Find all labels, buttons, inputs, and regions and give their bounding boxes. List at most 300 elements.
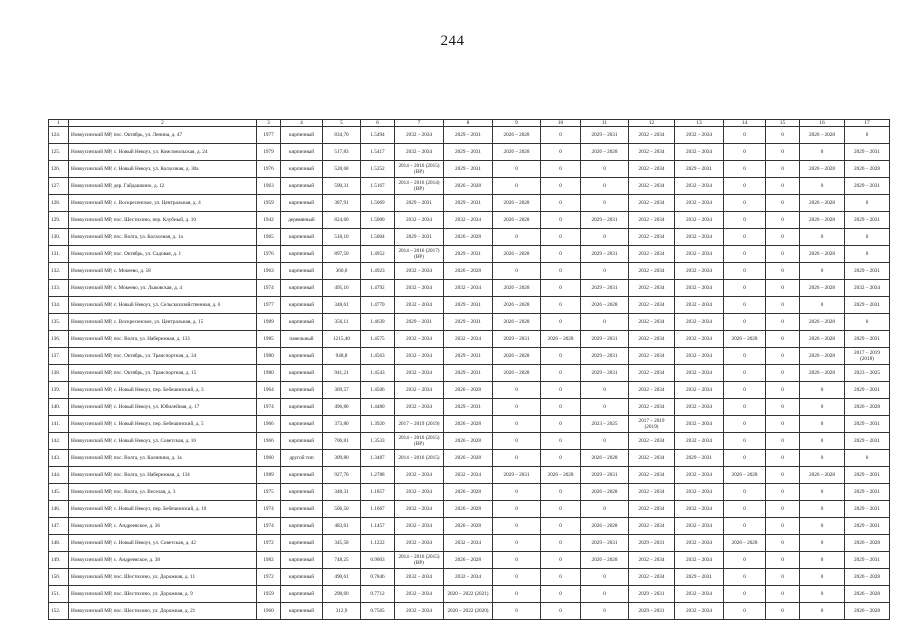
table-cell: 0 [724, 314, 766, 331]
table-cell: кирпичный [281, 161, 323, 178]
table-cell: 135. [49, 314, 69, 331]
table-cell: 0 [766, 450, 800, 467]
table-cell: 2032 – 2034 [675, 552, 724, 569]
table-cell: 0 [493, 535, 541, 552]
table-cell: 0 [581, 161, 629, 178]
table-cell: 0 [766, 586, 800, 603]
table-cell: 146. [49, 501, 69, 518]
table-cell: 2029 – 2031 [493, 331, 541, 348]
table-cell: 0 [541, 144, 581, 161]
table-cell: кирпичный [281, 535, 323, 552]
table-cell: 1942 [257, 212, 281, 229]
table-row [49, 552, 890, 569]
table-cell: 1.5252 [361, 161, 395, 178]
table-cell: 2029 – 2031 [444, 195, 493, 212]
table-cell: 490,61 [323, 569, 361, 586]
table-cell: кирпичный [281, 382, 323, 399]
table-cell: 0.9003 [361, 552, 395, 569]
table-cell: 2026 – 2028 [845, 603, 890, 620]
table-cell: 2029 – 2031 [493, 467, 541, 484]
table-cell: 0 [800, 382, 845, 399]
table-cell: 2029 – 2031 [581, 467, 629, 484]
table-cell: кирпичный [281, 586, 323, 603]
table-cell: 2032 – 2034 [675, 467, 724, 484]
table-cell: 2029 – 2031 [845, 144, 890, 161]
table-cell: 2014 – 2016 (2015) (ВР) [395, 433, 444, 450]
table-cell: 1.3487 [361, 450, 395, 467]
table-cell: 132. [49, 263, 69, 280]
table-cell: 0.7565 [361, 603, 395, 620]
table-cell: 2026 – 2028 [493, 195, 541, 212]
table-cell: 1960 [257, 603, 281, 620]
table-cell: Новоусинский МР, пос. Волга, ул. Колхозная, д. 1а [69, 229, 257, 246]
table-cell: 2026 – 2028 [581, 297, 629, 314]
table-cell: Новоусинский МР, пос. Шестихино, ул. Дорожная, д. 9 [69, 586, 257, 603]
data-table [48, 119, 890, 620]
table-cell: кирпичный [281, 467, 323, 484]
table-cell: 2032 – 2034 [395, 535, 444, 552]
table-cell: 496,80 [323, 399, 361, 416]
table-cell: 1.5167 [361, 178, 395, 195]
table-cell: 1977 [257, 127, 281, 144]
table-cell: 1985 [257, 331, 281, 348]
table-cell: 2032 – 2034 [675, 314, 724, 331]
table-cell: 126. [49, 161, 69, 178]
table-cell: 0 [724, 586, 766, 603]
table-cell: 2032 – 2034 [629, 501, 675, 518]
table-cell: 2029 – 2031 [845, 484, 890, 501]
table-cell: 2032 – 2034 [629, 263, 675, 280]
table-cell: 2029 – 2031 [395, 314, 444, 331]
table-cell: 2026 – 2028 [444, 484, 493, 501]
table-cell: 2026 – 2028 [444, 263, 493, 280]
table-cell: 2032 – 2034 [675, 518, 724, 535]
table-cell: 948,8 [323, 348, 361, 365]
table-cell: 356,11 [323, 314, 361, 331]
table-cell: 1974 [257, 518, 281, 535]
table-cell: 129. [49, 212, 69, 229]
table-cell: 1.4563 [361, 348, 395, 365]
table-cell: 1974 [257, 280, 281, 297]
table-cell: 369,57 [323, 382, 361, 399]
table-cell: 0 [541, 246, 581, 263]
table-cell: 2032 – 2034 [629, 467, 675, 484]
table-cell: 2026 – 2028 [493, 212, 541, 229]
table-cell: кирпичный [281, 433, 323, 450]
table-cell: другой тип [281, 450, 323, 467]
table-row [49, 535, 890, 552]
table-cell: 2032 – 2034 [629, 297, 675, 314]
table-cell: 0 [800, 416, 845, 433]
table-cell: 0 [493, 399, 541, 416]
table-row [49, 280, 890, 297]
table-cell: 127. [49, 178, 69, 195]
table-cell: 1.5069 [361, 195, 395, 212]
table-cell: 2026 – 2028 [800, 331, 845, 348]
table-cell: 1976 [257, 161, 281, 178]
table-cell: Новоусинский МР, с. Новый Некоуз, ул. Юбилейная, д. 17 [69, 399, 257, 416]
table-cell: 2026 – 2028 [493, 127, 541, 144]
table-cell: 0 [541, 552, 581, 569]
table-cell: Новоусинский МР, с. Воскресенское, ул. Центральная, д. 15 [69, 314, 257, 331]
table-cell: 0.7846 [361, 569, 395, 586]
table-cell: 0 [800, 263, 845, 280]
table-cell: кирпичный [281, 569, 323, 586]
table-cell: 2017 – 2019 (2019) [629, 416, 675, 433]
table-cell: 0 [766, 569, 800, 586]
table-cell: 0 [724, 178, 766, 195]
table-cell: 2032 – 2034 [629, 280, 675, 297]
table-cell: 0 [845, 246, 890, 263]
table-cell: 2014 – 2016 (2014) (ВР) [395, 178, 444, 195]
table-cell: 0.7712 [361, 586, 395, 603]
table-cell: 0 [724, 552, 766, 569]
table-cell: 1972 [257, 569, 281, 586]
table-cell: 2029 – 2031 [845, 263, 890, 280]
table-cell: 0 [541, 314, 581, 331]
table-cell: 0 [766, 263, 800, 280]
table-cell: 834,70 [323, 127, 361, 144]
table-cell: Новоусинский МР, пос. Волга, ул. Набережная, д. 134 [69, 467, 257, 484]
table-cell: 312,9 [323, 603, 361, 620]
table-cell: 2029 – 2031 [845, 552, 890, 569]
table-cell: 1.4923 [361, 263, 395, 280]
table-cell: Новоусинский МР, с. Андреевское, д. 36 [69, 518, 257, 535]
table-cell: 2026 – 2028 [493, 365, 541, 382]
table-cell: Новоусинский МР, с. Новый Некоуз, пер. Бебешинский, д. 5 [69, 416, 257, 433]
table-cell: 2032 – 2034 [444, 535, 493, 552]
table-cell: 2032 – 2034 [675, 127, 724, 144]
table-row [49, 433, 890, 450]
table-cell: 0 [493, 229, 541, 246]
table-cell: 1979 [257, 144, 281, 161]
table-cell: 0 [541, 263, 581, 280]
table-cell: 0 [724, 212, 766, 229]
table-cell: 2020 – 2022 (2020) [444, 603, 493, 620]
table-cell: 2032 – 2034 [395, 603, 444, 620]
table-cell: 2026 – 2028 [444, 433, 493, 450]
table-cell: 0 [766, 127, 800, 144]
table-cell: 0 [493, 501, 541, 518]
table-cell: 0 [541, 416, 581, 433]
table-cell: Новоусинский МР, пос. Шестихино, ул. Дорожная, д. 21 [69, 603, 257, 620]
table-cell: 2026 – 2028 [444, 552, 493, 569]
table-cell: 0 [581, 586, 629, 603]
table-cell: 517,83 [323, 144, 361, 161]
table-cell: 2029 – 2031 [675, 161, 724, 178]
column-header: 7 [395, 120, 444, 127]
table-cell: 0 [800, 535, 845, 552]
table-cell: 1.1457 [361, 518, 395, 535]
table-cell: 2032 – 2034 [629, 314, 675, 331]
table-cell: 2026 – 2028 [800, 348, 845, 365]
table-cell: 0 [493, 416, 541, 433]
table-cell: 2032 – 2034 [675, 501, 724, 518]
table-cell: 0 [724, 518, 766, 535]
table-row [49, 501, 890, 518]
table-cell: 2026 – 2028 [845, 399, 890, 416]
table-row [49, 484, 890, 501]
table-cell: 2026 – 2028 [444, 501, 493, 518]
table-cell: 927,70 [323, 467, 361, 484]
table-cell: 2029 – 2031 [629, 535, 675, 552]
table-cell: 518,10 [323, 229, 361, 246]
table-cell: 0 [800, 501, 845, 518]
table-cell: Новоусинский МР, пос. Октябрь, ул. Садовая, д. 1 [69, 246, 257, 263]
table-cell: 506,50 [323, 501, 361, 518]
table-cell: Новоусинский МР, с. Новый Некоуз, ул. Колхозная, д. 30а [69, 161, 257, 178]
table-cell: 0 [724, 161, 766, 178]
table-row [49, 399, 890, 416]
table-cell: 590,31 [323, 178, 361, 195]
table-cell: 2032 – 2034 [629, 365, 675, 382]
table-row [49, 450, 890, 467]
table-cell: кирпичный [281, 518, 323, 535]
column-header: 8 [444, 120, 493, 127]
table-cell: 149. [49, 552, 69, 569]
table-cell: 0 [581, 433, 629, 450]
table-cell: 0 [724, 246, 766, 263]
table-cell: 2020 – 2022 (2021) [444, 586, 493, 603]
table-cell: 2026 – 2028 [845, 569, 890, 586]
table-cell: 2029 – 2031 [444, 365, 493, 382]
table-cell: кирпичный [281, 127, 323, 144]
table-cell: 1976 [257, 246, 281, 263]
table-cell: 2014 – 2016 (2017) (ВР) [395, 246, 444, 263]
table-cell: 0 [541, 161, 581, 178]
column-header: 14 [724, 120, 766, 127]
table-cell: 2032 – 2034 [395, 331, 444, 348]
table-cell: 2029 – 2031 [629, 603, 675, 620]
table-cell: Новоусинский МР, дер. Гайдашкино, д. 12 [69, 178, 257, 195]
table-cell: 0 [800, 229, 845, 246]
column-header: 5 [323, 120, 361, 127]
table-cell: 1960 [257, 450, 281, 467]
table-cell: 2026 – 2028 [444, 416, 493, 433]
table-row [49, 178, 890, 195]
table-cell: кирпичный [281, 246, 323, 263]
table-cell: 2032 – 2034 [629, 433, 675, 450]
table-cell: 0 [541, 127, 581, 144]
table-cell: 0 [724, 382, 766, 399]
table-cell: 2029 – 2031 [845, 416, 890, 433]
table-cell: Новоусинский МР, с. Андреевское, д. 38 [69, 552, 257, 569]
table-cell: 0 [766, 246, 800, 263]
table-cell: 2029 – 2031 [395, 195, 444, 212]
table-cell: 2032 – 2034 [845, 280, 890, 297]
table-cell: 1.1857 [361, 484, 395, 501]
table-cell: 136. [49, 331, 69, 348]
table-cell: 2032 – 2034 [395, 297, 444, 314]
table-cell: 1.3920 [361, 416, 395, 433]
table-cell: 348,31 [323, 484, 361, 501]
table-cell: 0 [766, 331, 800, 348]
table-cell: 2032 – 2034 [629, 450, 675, 467]
table-cell: 2032 – 2034 [395, 365, 444, 382]
table-row [49, 348, 890, 365]
table-cell: 0 [581, 501, 629, 518]
table-cell: 0 [766, 297, 800, 314]
table-cell: 0 [766, 195, 800, 212]
table-row [49, 382, 890, 399]
table-cell: 2029 – 2031 [675, 450, 724, 467]
table-cell: 2026 – 2028 [444, 518, 493, 535]
table-cell: 140. [49, 399, 69, 416]
table-row [49, 246, 890, 263]
table-cell: 1.4792 [361, 280, 395, 297]
table-cell: 0 [493, 586, 541, 603]
table-cell: 2029 – 2031 [581, 535, 629, 552]
table-cell: 2026 – 2028 [493, 246, 541, 263]
table-cell: 134. [49, 297, 69, 314]
table-cell: 1959 [257, 195, 281, 212]
table-cell: 2026 – 2028 [800, 314, 845, 331]
table-cell: 2032 – 2034 [629, 552, 675, 569]
table-cell: Новоусинский МР, с. Новый Некоуз, ул. Советская, д. 42 [69, 535, 257, 552]
table-cell: кирпичный [281, 263, 323, 280]
table-cell: 2029 – 2031 [845, 467, 890, 484]
table-cell: Новоусинский МР, с. Мокеево, ул. Лыковская, д. 4 [69, 280, 257, 297]
table-cell: 0 [493, 433, 541, 450]
table-cell: 2032 – 2034 [629, 569, 675, 586]
table-cell: кирпичный [281, 501, 323, 518]
table-cell: 2032 – 2034 [675, 195, 724, 212]
table-cell: 0 [581, 399, 629, 416]
table-cell: кирпичный [281, 416, 323, 433]
table-cell: кирпичный [281, 399, 323, 416]
table-cell: 0 [541, 212, 581, 229]
table-cell: 0 [581, 263, 629, 280]
table-cell: 0 [766, 433, 800, 450]
table-cell: 2026 – 2028 [493, 297, 541, 314]
table-cell: 2026 – 2028 [845, 161, 890, 178]
table-cell: 1.4639 [361, 314, 395, 331]
table-row [49, 416, 890, 433]
table-cell: 2026 – 2028 [724, 331, 766, 348]
table-cell: 2029 – 2031 [444, 314, 493, 331]
table-cell: 2029 – 2031 [444, 246, 493, 263]
table-cell: 124. [49, 127, 69, 144]
column-header: 2 [69, 120, 257, 127]
table-cell: 2029 – 2031 [845, 212, 890, 229]
table-cell: 0 [581, 569, 629, 586]
table-cell: 2026 – 2028 [581, 552, 629, 569]
table-cell: 1975 [257, 484, 281, 501]
table-cell: 2032 – 2034 [395, 144, 444, 161]
table-cell: 2026 – 2028 [581, 484, 629, 501]
table-cell: 348,61 [323, 297, 361, 314]
table-cell: 2032 – 2034 [675, 263, 724, 280]
table-cell: 0 [724, 484, 766, 501]
table-cell: 0 [766, 178, 800, 195]
table-cell: 2026 – 2028 [581, 144, 629, 161]
table-cell: 2032 – 2034 [395, 501, 444, 518]
table-cell: 0 [541, 484, 581, 501]
column-header: 10 [541, 120, 581, 127]
table-cell: 2032 – 2034 [395, 518, 444, 535]
table-cell: 2032 – 2034 [629, 246, 675, 263]
table-cell: 2032 – 2034 [675, 603, 724, 620]
column-header: 15 [766, 120, 800, 127]
table-cell: Новоусинский МР, пос. Шестихино, пер. Клубный, д. 10 [69, 212, 257, 229]
table-cell: 2026 – 2028 [581, 518, 629, 535]
table-cell: 2023 – 2025 [581, 416, 629, 433]
table-cell: 2029 – 2031 [581, 280, 629, 297]
column-header: 16 [800, 120, 845, 127]
table-cell: 0 [766, 416, 800, 433]
column-header: 17 [845, 120, 890, 127]
table-cell: 2032 – 2034 [675, 212, 724, 229]
table-cell: 0 [493, 603, 541, 620]
table-cell: кирпичный [281, 229, 323, 246]
table-cell: 824,60 [323, 212, 361, 229]
table-cell: 2032 – 2034 [629, 331, 675, 348]
table-cell: 0 [493, 161, 541, 178]
table-cell: 137. [49, 348, 69, 365]
table-cell: 1.4506 [361, 382, 395, 399]
table-cell: 0 [766, 314, 800, 331]
table-row [49, 603, 890, 620]
table-cell: 0 [493, 569, 541, 586]
table-row [49, 195, 890, 212]
table-cell: 2032 – 2034 [629, 212, 675, 229]
table-cell: 138. [49, 365, 69, 382]
table-cell: 2032 – 2034 [675, 331, 724, 348]
table-cell: 2029 – 2031 [581, 331, 629, 348]
table-cell: 0 [800, 399, 845, 416]
table-cell: 1.4770 [361, 297, 395, 314]
table-cell: 0 [800, 433, 845, 450]
table-cell: 2032 – 2034 [629, 195, 675, 212]
table-cell: 2029 – 2031 [845, 178, 890, 195]
table-cell: 0 [766, 535, 800, 552]
table-cell: 2029 – 2031 [395, 229, 444, 246]
table-cell: 2014 – 2016 (2015) (ВР) [395, 552, 444, 569]
table-row [49, 144, 890, 161]
table-cell: 1215,40 [323, 331, 361, 348]
table-cell: 2026 – 2028 [800, 161, 845, 178]
table-cell: 0 [724, 280, 766, 297]
table-cell: 0 [581, 178, 629, 195]
table-cell: 2026 – 2028 [800, 467, 845, 484]
table-cell: Новоусинский МР, с. Новый Некоуз, ул. Комсомольская, д. 24 [69, 144, 257, 161]
table-cell: 2029 – 2031 [444, 297, 493, 314]
table-cell: 0 [581, 314, 629, 331]
table-cell: 2032 – 2034 [675, 433, 724, 450]
table-cell: 0 [724, 348, 766, 365]
table-cell: 1989 [257, 314, 281, 331]
table-cell: 0 [541, 399, 581, 416]
table-cell: кирпичный [281, 144, 323, 161]
table-cell: 1.4575 [361, 331, 395, 348]
table-cell: 1.5417 [361, 144, 395, 161]
table-cell: 0 [493, 178, 541, 195]
table-cell: 2026 – 2028 [493, 348, 541, 365]
table-cell: 0 [724, 127, 766, 144]
table-cell: 0 [766, 144, 800, 161]
table-cell: 0 [541, 348, 581, 365]
table-cell: кирпичный [281, 314, 323, 331]
table-cell: Новоусинский МР, с. Новый Некоуз, пер. Бебешинский, д. 10 [69, 501, 257, 518]
table-cell: 0 [581, 603, 629, 620]
table-cell: 2026 – 2028 [541, 331, 581, 348]
table-cell: 2032 – 2034 [444, 467, 493, 484]
table-cell: 2029 – 2031 [845, 331, 890, 348]
table-cell: кирпичный [281, 297, 323, 314]
table-cell: 1.1222 [361, 535, 395, 552]
table-cell: 0 [766, 518, 800, 535]
table-cell: кирпичный [281, 348, 323, 365]
